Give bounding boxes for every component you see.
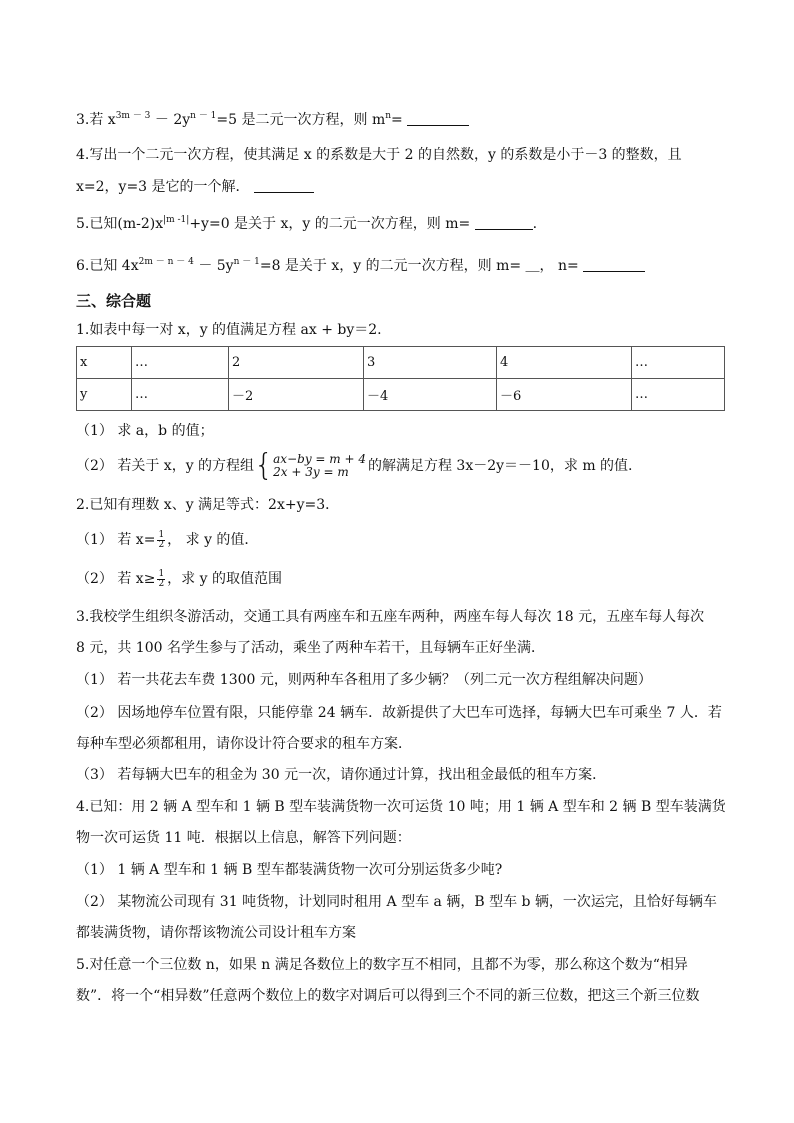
question-3 [76, 110, 469, 130]
q6-text: 6.已知 4x [76, 258, 139, 274]
problem-2-sub-1 [76, 530, 258, 550]
q3-exponent-1: 3m － 3 [115, 111, 151, 121]
fraction-one-half [157, 570, 165, 589]
table-cell: … [632, 347, 725, 379]
table-cell: … [132, 379, 229, 411]
q3-exponent-2: n － 1 [190, 111, 217, 121]
section-heading: 三、综合题 [76, 292, 152, 310]
q6-text-mid: － 5y [198, 258, 234, 274]
table-row [77, 379, 725, 411]
table-cell: … [132, 347, 229, 379]
p2-sub2-suffix: ，求 y 的取值范围 [167, 571, 282, 587]
q5-text: 5.已知(m-2)x [76, 216, 164, 232]
fraction-denominator: 2 [158, 578, 165, 589]
q4-answer-blank[interactable] [254, 178, 314, 193]
q6-exponent-2: n － 1 [233, 257, 260, 267]
question-4-line-2 [76, 177, 314, 197]
problem-3-sub-2a: （2） 因场地停车位置有限，只能停靠 24 辆车．故新提供了大巴车可选择，每辆大巴车可乘坐 7 人．若 [76, 705, 722, 721]
equation-1: ax−by = m + 4 [273, 452, 366, 466]
question-6 [76, 256, 645, 276]
problem-4-sub-2a: （2） 某物流公司现有 31 吨货物，计划同时租用 A 型车 a 辆，B 型车 b 辆，一次运完，且恰好每辆车 [76, 894, 717, 910]
problem-1-intro: 1.如表中每一对 x，y 的值满足方程 ax + by＝2. [76, 322, 382, 338]
table-cell: … [632, 379, 725, 411]
table-cell: －6 [497, 379, 632, 411]
q4-text: x=2，y=3 是它的一个解． [76, 179, 250, 195]
q3-text: 3.若 x [76, 112, 116, 128]
table-cell: 2 [229, 347, 364, 379]
q6-exponent-1: 2m － n － 4 [138, 257, 194, 267]
q3-text-mid2: =5 是二元一次方程，则 m [216, 112, 386, 128]
table-cell: －4 [364, 379, 497, 411]
p2-sub1-suffix: ， 求 y 的值． [167, 532, 259, 548]
q6-answer-blank[interactable] [583, 257, 645, 272]
problem-3-sub-3: （3） 若每辆大巴车的租金为 30 元一次，请你通过计算，找出租金最低的租车方案． [76, 767, 607, 783]
problem-4-sub-2b: 都装满货物，请你帮该物流公司设计租车方案 [76, 925, 356, 941]
table-cell: 4 [497, 347, 632, 379]
table-row [77, 347, 725, 379]
table-cell: －2 [229, 379, 364, 411]
q5-answer-blank[interactable] [475, 215, 533, 230]
xy-value-table [76, 346, 725, 411]
table-cell: x [77, 347, 132, 379]
left-brace-icon: { [254, 448, 274, 483]
equation-2: 2x + 3y = m [273, 465, 349, 479]
problem-3-line-1: 3.我校学生组织冬游活动，交通工具有两座车和五座车两种，两座车每人每次 18 元，五座车每人每次 [76, 609, 705, 625]
problem-5-line-2: 数”．将一个“相异数”任意两个数位上的数字对调后可以得到三个不同的新三位数，把这三个新三位数 [76, 988, 700, 1004]
q3-text-suffix: = [391, 112, 408, 128]
question-5 [76, 214, 537, 234]
problem-3-line-2: 8 元，共 100 名学生参与了活动，乘坐了两种车若干，且每辆车正好坐满． [76, 640, 545, 656]
problem-3-sub-1: （1） 若一共花去车费 1300 元，则两种车各租用了多少辆？（列二元一次方程组解决问题） [76, 672, 652, 688]
problem-1-sub-1: （1） 求 a，b 的值； [76, 423, 214, 439]
problem-4-line-2: 物一次可运货 11 吨．根据以上信息，解答下列问题： [76, 830, 411, 846]
q3-answer-blank[interactable] [407, 111, 469, 126]
p2-sub2-text: （2） 若 x≥ [76, 571, 156, 587]
p1-sub2-text: （2） 若关于 x，y 的方程组 [76, 458, 255, 474]
table-cell: 3 [364, 347, 497, 379]
problem-4-sub-1: （1） 1 辆 A 型车和 1 辆 B 型车都装满货物一次可分别运货多少吨? [76, 862, 503, 878]
q6-text-suffix: =8 是关于 x，y 的二元一次方程，则 m= ＿， n= [259, 258, 579, 274]
fraction-denominator: 2 [158, 539, 165, 550]
fraction-numerator: 1 [158, 568, 165, 579]
q5-exponent: |m -1| [163, 215, 190, 225]
problem-5-line-1: 5.对任意一个三位数 n，如果 n 满足各数位上的数字互不相同，且都不为零，那么称这个数为“相异 [76, 957, 688, 973]
fraction-one-half [157, 531, 165, 550]
q5-text-suffix: +y=0 是关于 x，y 的二元一次方程，则 m= [189, 216, 471, 232]
equation-system [273, 453, 366, 479]
problem-4-line-1: 4.已知：用 2 辆 A 型车和 1 辆 B 型车装满货物一次可运货 10 吨；用 1 辆 A 型车和 2 辆 B 型车装满货 [76, 799, 726, 815]
problem-2-sub-2 [76, 569, 282, 589]
q5-text-end: . [532, 216, 538, 232]
q3-exponent-3: n [385, 111, 392, 121]
p2-sub1-text: （1） 若 x= [76, 532, 156, 548]
q3-text-mid: － 2y [154, 112, 191, 128]
table-cell: y [77, 379, 132, 411]
problem-2-intro: 2.已知有理数 x、y 满足等式：2x+y=3． [76, 497, 340, 513]
question-4-line-1: 4.写出一个二元一次方程，使其满足 x 的系数是大于 2 的自然数，y 的系数是小于－3 的整数，且 [76, 147, 682, 163]
p1-sub2-suffix: 的解满足方程 3x－2y＝－10，求 m 的值. [367, 458, 633, 474]
fraction-numerator: 1 [158, 529, 165, 540]
problem-3-sub-2b: 每种车型必须都租用，请你设计符合要求的租车方案． [76, 736, 412, 752]
problem-1-sub-2 [76, 448, 633, 483]
